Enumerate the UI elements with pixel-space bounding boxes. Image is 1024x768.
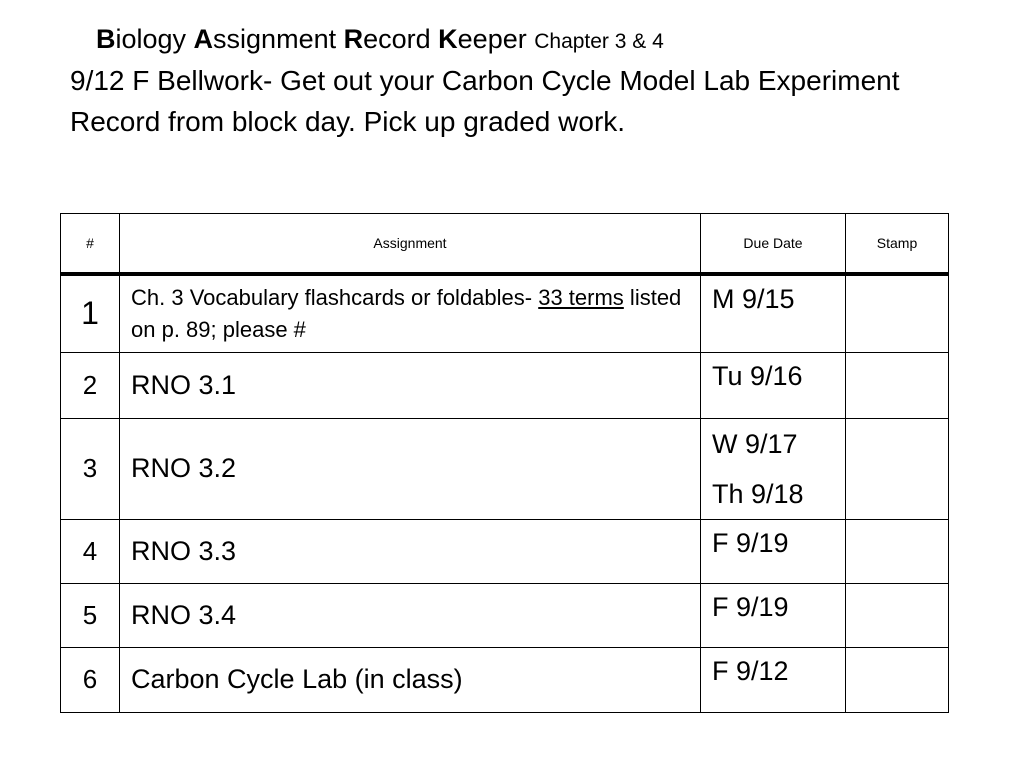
title-word-assignment: ssignment: [213, 24, 344, 54]
title-letter-a: A: [193, 24, 214, 54]
due-date-cell: F 9/19: [701, 583, 846, 647]
due-date-cell: [701, 418, 846, 519]
table-row: [61, 647, 949, 712]
title-letter-k: K: [438, 24, 458, 54]
assignment-cell: [120, 274, 701, 352]
column-header-num: #: [61, 214, 120, 275]
assignment-text-continued: listed on p. 89; please #: [131, 285, 682, 342]
page-title: [96, 22, 664, 59]
column-header-due-date: Due Date: [701, 214, 846, 275]
title-word-record: ecord: [363, 24, 439, 54]
title-word-keeper: eeper: [457, 24, 535, 54]
title-word-biology: iology: [115, 24, 194, 54]
column-header-stamp: Stamp: [846, 214, 949, 275]
due-date-second: Th 9/18: [712, 478, 804, 509]
bellwork-text: 9/12 F Bellwork- Get out your Carbon Cycle Model Lab Experiment Record from block day. Pick up graded work.: [70, 65, 900, 137]
stamp-cell: [846, 418, 949, 519]
assignment-cell: RNO 3.2: [120, 418, 701, 519]
chapter-label: Chapter 3 & 4: [534, 30, 664, 53]
stamp-cell: [846, 352, 949, 418]
table-row: [61, 352, 949, 418]
assignment-underlined-text: 33 terms: [538, 285, 624, 310]
assignment-table: [60, 213, 949, 713]
stamp-cell: [846, 274, 949, 352]
due-date-cell: F 9/12: [701, 647, 846, 712]
table-row: [61, 519, 949, 583]
table-row: [61, 418, 949, 519]
row-number: 2: [61, 352, 120, 418]
row-number: 3: [61, 418, 120, 519]
table-row: [61, 274, 949, 352]
assignment-cell: RNO 3.4: [120, 583, 701, 647]
stamp-cell: [846, 519, 949, 583]
due-date-cell: Tu 9/16: [701, 352, 846, 418]
stamp-cell: [846, 583, 949, 647]
title-letter-b: B: [96, 24, 116, 54]
table-header-row: [61, 214, 949, 275]
column-header-assignment: Assignment: [120, 214, 701, 275]
assignment-cell: RNO 3.1: [120, 352, 701, 418]
due-date-cell: F 9/19: [701, 519, 846, 583]
row-number: 6: [61, 647, 120, 712]
assignment-text: Ch. 3 Vocabulary flashcards or foldables-: [131, 285, 539, 310]
due-date-cell: M 9/15: [701, 274, 846, 352]
assignment-cell: RNO 3.3: [120, 519, 701, 583]
table-row: [61, 583, 949, 647]
row-number: 5: [61, 583, 120, 647]
row-number: 1: [61, 274, 120, 352]
assignment-cell: Carbon Cycle Lab (in class): [120, 647, 701, 712]
row-number: 4: [61, 519, 120, 583]
stamp-cell: [846, 647, 949, 712]
title-letter-r: R: [343, 24, 364, 54]
due-date-first: W 9/17: [712, 428, 798, 459]
